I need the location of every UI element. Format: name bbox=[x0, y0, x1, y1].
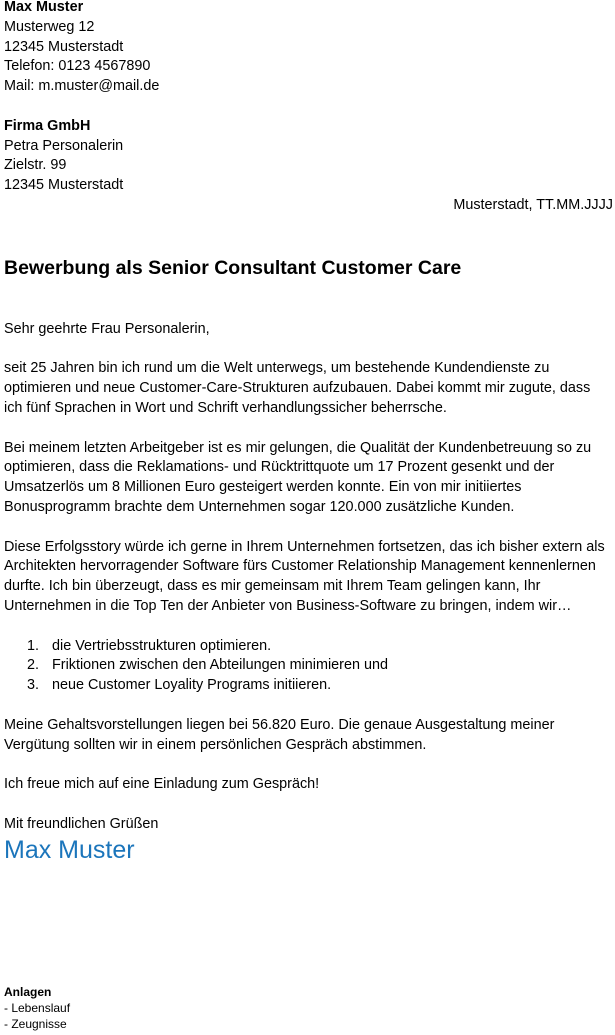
sender-address-block bbox=[4, 0, 611, 97]
list-item-text: Friktionen zwischen den Abteilungen minimieren und bbox=[52, 657, 388, 674]
list-item bbox=[27, 676, 611, 696]
sender-mail: Mail: m.muster@mail.de bbox=[4, 78, 160, 95]
attachment-item: - Lebenslauf bbox=[4, 1001, 71, 1015]
salutation: Sehr geehrte Frau Personalerin, bbox=[4, 320, 210, 337]
list-item-text: die Vertriebsstrukturen optimieren. bbox=[52, 637, 272, 654]
regards: Mit freundlichen Grüßen bbox=[4, 815, 159, 832]
recipient-contact: Petra Personalerin bbox=[4, 137, 124, 154]
body-paragraph: Bei meinem letzten Arbeitgeber ist es mir gelungen, die Qualität der Kundenbetreuung so zu optimieren, dass die Reklamations- und Rücktrittquote um 17 Prozent gesenkt und der Umsatzerlös um 8 Millionen Euro gesteigert werden konnte. Ein von mir initiiertes Bonusprogramm brachte dem Unternehmen sogar 120.000 zusätzliche Kunden. bbox=[4, 439, 592, 515]
list-item-number: 2. bbox=[27, 657, 40, 674]
recipient-street: Zielstr. 99 bbox=[4, 157, 67, 174]
body-paragraph: seit 25 Jahren bin ich rund um die Welt unterwegs, um bestehende Kundendienste zu optimieren und neue Customer-Care-Strukturen aufzubauen. Dabei kommt mir zugute, dass ich fünf Sprachen in Wort und Schrift verhandlungssicher beherrsche. bbox=[4, 360, 591, 416]
sender-city: 12345 Musterstadt bbox=[4, 38, 124, 55]
closing-paragraph: Ich freue mich auf eine Einladung zum Gespräch! bbox=[4, 776, 320, 793]
list-item-text: neue Customer Loyality Programs initiieren. bbox=[52, 677, 332, 694]
goals-list bbox=[4, 637, 611, 696]
list-item bbox=[27, 656, 611, 676]
signature: Max Muster bbox=[4, 836, 135, 865]
body-paragraph: Diese Erfolgsstory würde ich gerne in Ihrem Unternehmen fortsetzen, das ich bisher extern als Architekten hervorragender Software fürs Customer Relationship Management kennenlernen durfte. Ich bin überzeugt, dass es mir gemeinsam mit Ihrem Team gelingen kann, Ihr Unternehmen in die Top Ten der Anbieter von Business-Software zu bringen, indem wir… bbox=[4, 538, 605, 614]
sender-phone: Telefon: 0123 4567890 bbox=[4, 58, 151, 75]
list-item-number: 1. bbox=[27, 637, 40, 654]
attachment-item: - Zeugnisse bbox=[4, 1017, 67, 1031]
salary-paragraph: Meine Gehaltsvorstellungen liegen bei 56.820 Euro. Die genaue Ausgestaltung meiner Vergütung sollten wir in einem persönlichen Gespräch abstimmen. bbox=[4, 716, 555, 753]
sender-street: Musterweg 12 bbox=[4, 18, 95, 35]
recipient-address-block bbox=[4, 117, 611, 196]
cover-letter bbox=[4, 0, 611, 866]
recipient-city: 12345 Musterstadt bbox=[4, 177, 124, 194]
letter-date: Musterstadt, TT.MM.JJJJ bbox=[453, 196, 613, 213]
sender-name: Max Muster bbox=[4, 0, 84, 15]
recipient-company: Firma GmbH bbox=[4, 117, 91, 134]
attachments-block bbox=[4, 984, 70, 1032]
list-item-number: 3. bbox=[27, 677, 40, 694]
list-item bbox=[27, 637, 611, 657]
letter-subject: Bewerbung als Senior Consultant Customer Care bbox=[4, 256, 462, 279]
attachments-title: Anlagen bbox=[4, 985, 52, 999]
